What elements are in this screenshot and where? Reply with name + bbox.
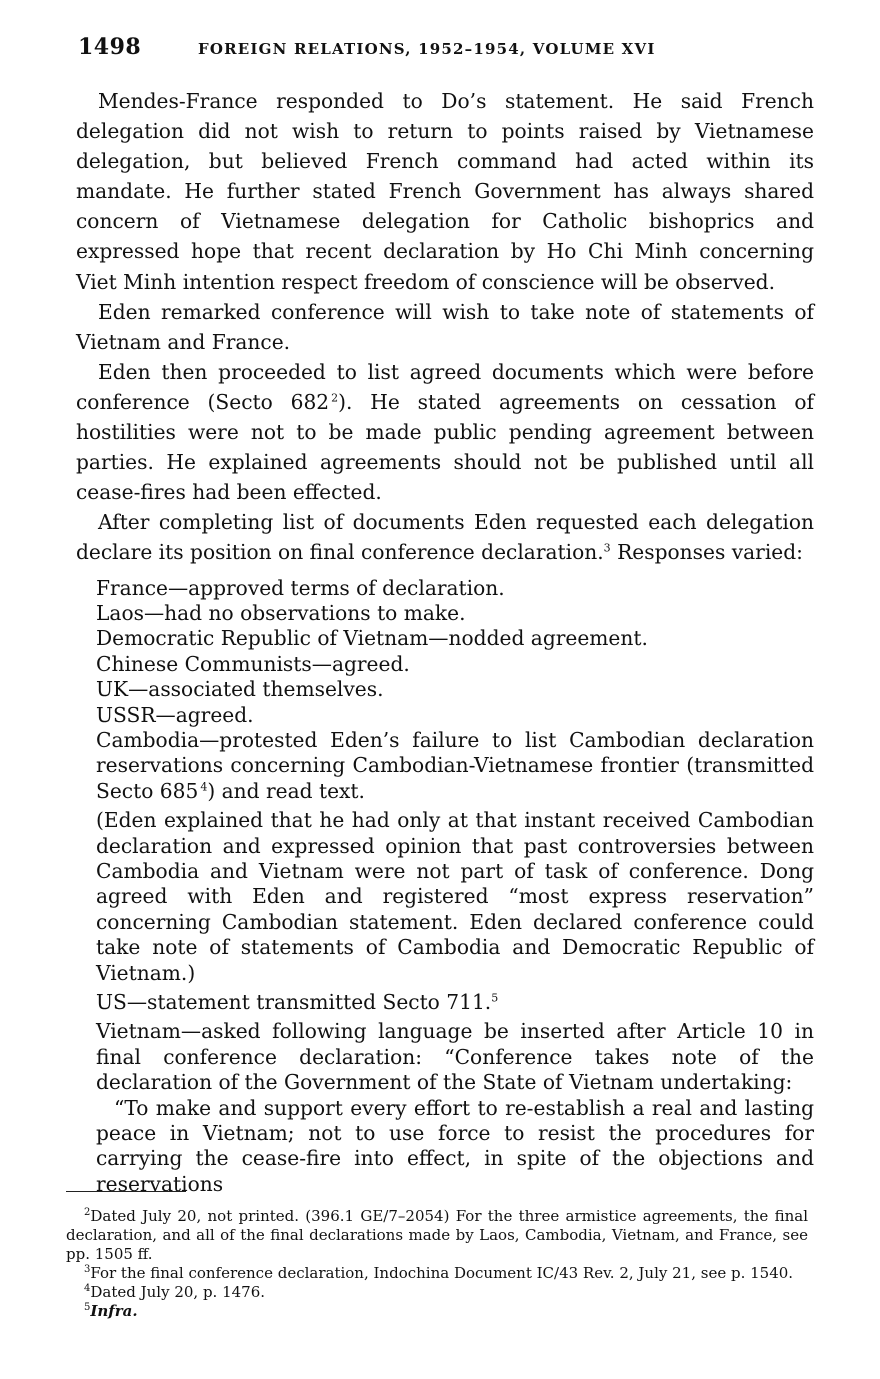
list-item-text: US—statement transmitted Secto 711. (96, 990, 492, 1014)
list-item-text: ) and read text. (207, 778, 365, 803)
footnote-text: Dated July 20, p. 1476. (90, 1283, 266, 1301)
footnote-ref: 2 (331, 391, 339, 405)
footnote-mark: 5 (84, 1302, 91, 1313)
paragraph-eden-remarked (76, 297, 814, 357)
list-item: UK—associated themselves. (96, 677, 384, 702)
footnotes (66, 1207, 808, 1321)
paragraph-text: Responses varied: (610, 540, 803, 565)
paragraph-after-completing (76, 507, 814, 567)
footnote-mark: 4 (84, 1283, 91, 1294)
list-item-us (96, 990, 814, 1015)
page-header (78, 34, 818, 70)
quoted-declaration: “To make and support every effort to re-establish a real and lasting peace in Vietnam; not to use force to resist the procedures for carrying the cease-fire into effect, in spite of the objections and reservations (96, 1095, 814, 1196)
footnote-ref: 5 (491, 991, 499, 1005)
list-item: Laos—had no observations to make. (96, 600, 466, 625)
footnote-text: For the final conference declaration, Indochina Document IC/43 Rev. 2, July 21, see p. 1540. (90, 1264, 794, 1282)
list-item-text: Cambodia—protested Eden’s failure to list Cambodian declaration reservations concerning Cambodian-Vietnamese frontier (transmitted Secto 685 (96, 727, 814, 803)
list-item: Chinese Communists—agreed. (96, 651, 410, 676)
responses-list (76, 576, 814, 1198)
paragraph-mendes-france: Mendes-France responded to Do’s statement. He said French delegation did not wish to return to points raised by Vietnamese delegation, but believed French command had acted within its mandate. He further stated French Government has always shared concern of Vietnamese delegation for Catholic bishoprics and expressed hope that recent declaration by Ho Chi Minh concerning Viet Minh intention respect freedom of conscience will be observed. (76, 89, 814, 294)
paragraph-text: After completing list of documents Eden requested each delegation declare its position on final conference declaration. (76, 510, 814, 565)
footnote-divider (66, 1191, 186, 1192)
body-text (76, 86, 814, 1197)
footnote (66, 1264, 808, 1283)
page-number: 1498 (78, 34, 142, 60)
list-item: USSR—agreed. (96, 702, 254, 727)
paragraph-eden-explained: (Eden explained that he had only at that instant received Cambodian declaration and expressed opinion that past controversies between Cambodia and Vietnam were not part of task of conference. Dong agreed with Eden and registered “most express reservation” concerning Cambodian statement. Eden declared conference could take note of statements of Cambodia and Democratic Republic of Vietnam.) (96, 808, 814, 985)
paragraph-text: Eden remarked conference will wish to take note of statements of Vietnam and France. (76, 299, 814, 354)
list-item-vietnam: Vietnam—asked following language be inserted after Article 10 in final conference declaration: “Conference takes note of the declaration of the Government of the State of Vietnam undertaking: (96, 1019, 814, 1095)
paragraph-text: Eden then proceeded to list agreed documents which were before conference (Secto 682 (76, 359, 814, 414)
list-item: France—approved terms of declaration. (96, 575, 505, 600)
paragraph-text: ). He stated agreements on cessation of hostilities were not to be made public pending agreement between parties. He explained agreements should not be published until all cease-fires had been effected. (76, 389, 814, 505)
footnote-mark: 2 (84, 1207, 91, 1218)
footnote (66, 1207, 808, 1264)
footnote-ref: 3 (603, 541, 611, 555)
footnote-text: Dated July 20, not printed. (396.1 GE/7–2054) For the three armistice agreements, the final declaration, and all of the final declarations made by Laos, Cambodia, Vietnam, and France, see pp. 1505 ff. (66, 1207, 808, 1263)
footnote-ref: 4 (200, 780, 208, 794)
footnote-text: Infra. (90, 1302, 138, 1320)
footnote (66, 1283, 808, 1302)
paragraph-eden-proceeded (76, 357, 814, 507)
running-title: FOREIGN RELATIONS, 1952–1954, VOLUME XVI (198, 40, 656, 58)
list-item-cambodia (96, 728, 814, 804)
list-item: Democratic Republic of Vietnam—nodded agreement. (96, 626, 648, 651)
footnote-mark: 3 (84, 1264, 91, 1275)
footnote (66, 1302, 808, 1321)
